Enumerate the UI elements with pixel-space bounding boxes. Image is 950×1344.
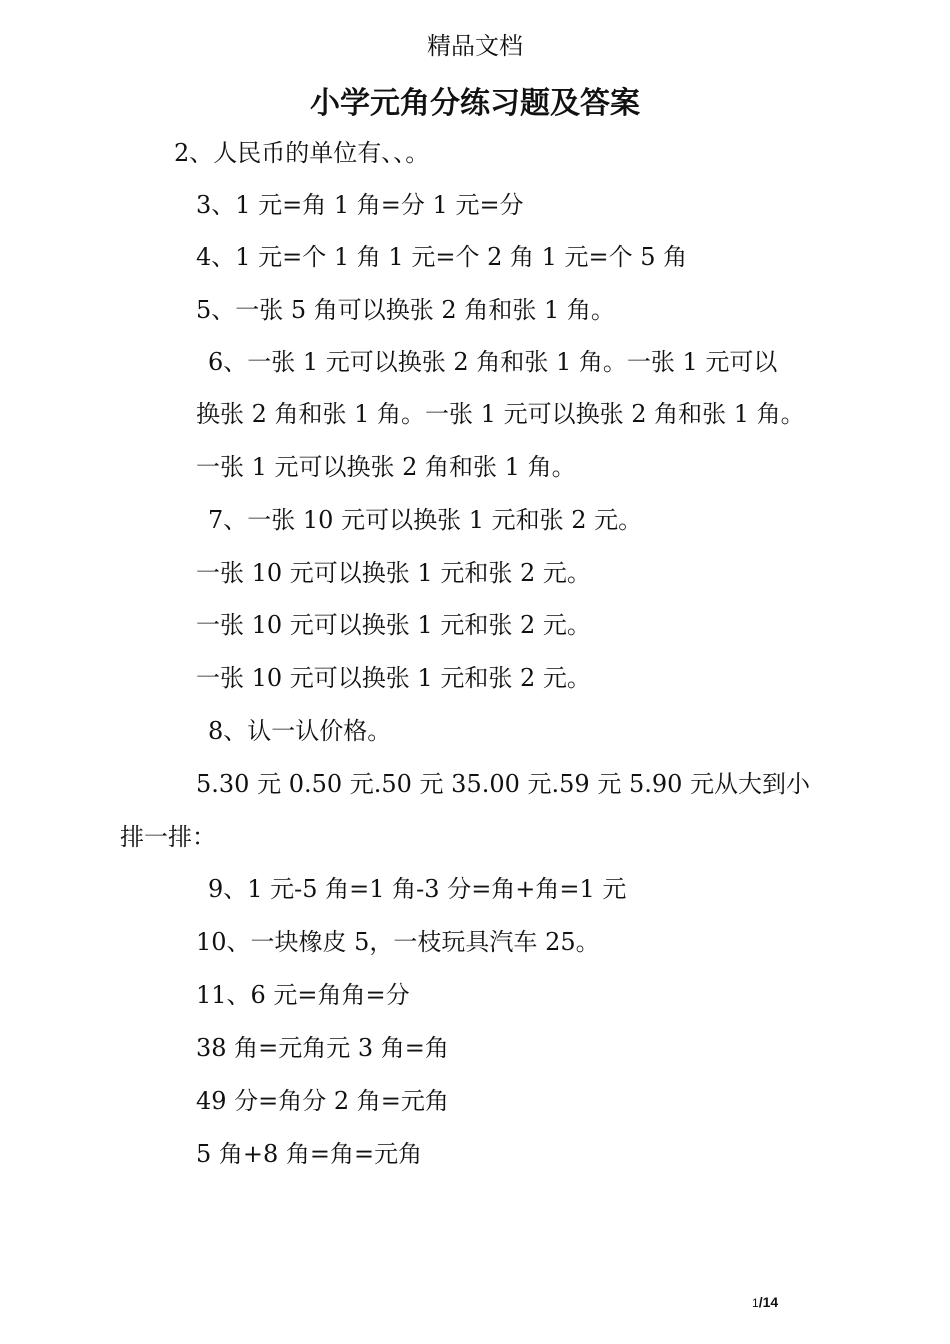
question-line: 排一排： xyxy=(120,823,216,851)
page-header: 精品文档 xyxy=(427,32,523,60)
question-line: 4、1 元=个 1 角 1 元=个 2 角 1 元=个 5 角 xyxy=(196,243,688,271)
question-line: 10、一块橡皮 5，一枝玩具汽车 25。 xyxy=(196,928,600,956)
question-line: 11、6 元=角角=分 xyxy=(196,981,410,1009)
question-line: 一张 10 元可以换张 1 元和张 2 元。 xyxy=(196,664,591,692)
question-line: 一张 1 元可以换张 2 角和张 1 角。 xyxy=(196,453,576,481)
document-title: 小学元角分练习题及答案 xyxy=(310,86,640,121)
question-line: 2、人民币的单位有、、。 xyxy=(174,139,430,167)
question-line: 5 角+8 角=角=元角 xyxy=(196,1140,423,1168)
question-line: 5、一张 5 角可以换张 2 角和张 1 角。 xyxy=(196,296,615,324)
question-line: 换张 2 角和张 1 角。一张 1 元可以换张 2 角和张 1 角。 xyxy=(196,400,805,428)
question-line: 一张 10 元可以换张 1 元和张 2 元。 xyxy=(196,559,591,587)
question-line: 7、一张 10 元可以换张 1 元和张 2 元。 xyxy=(208,506,643,534)
question-line: 5.30 元 0.50 元.50 元 35.00 元.59 元 5.90 元从大到小 xyxy=(196,770,811,798)
question-line: 6、一张 1 元可以换张 2 角和张 1 角。一张 1 元可以 xyxy=(208,348,778,376)
page-current: 1 xyxy=(752,1296,759,1310)
question-line: 49 分=角分 2 角=元角 xyxy=(196,1087,449,1115)
question-line: 9、1 元-5 角=1 角-3 分=角+角=1 元 xyxy=(208,875,627,903)
question-line: 38 角=元角元 3 角=角 xyxy=(196,1034,449,1062)
page-number xyxy=(752,1294,778,1311)
question-line: 一张 10 元可以换张 1 元和张 2 元。 xyxy=(196,611,591,639)
question-line: 3、1 元=角 1 角=分 1 元=分 xyxy=(196,191,524,219)
question-line: 8、认一认价格。 xyxy=(208,717,392,745)
page-total: /14 xyxy=(758,1294,779,1310)
